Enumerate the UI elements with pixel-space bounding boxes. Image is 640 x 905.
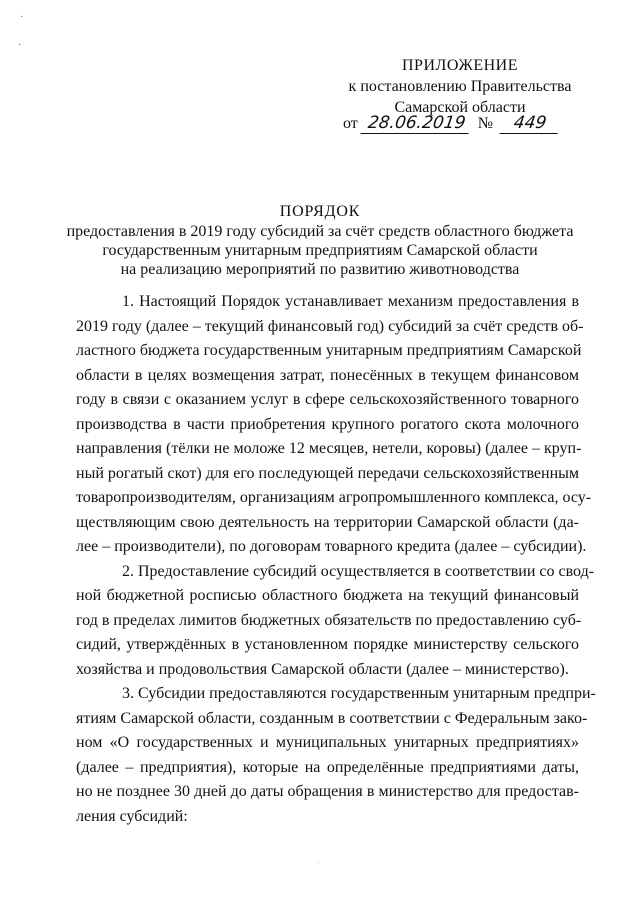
resolution-date-number	[343, 113, 603, 134]
text-line: ной бюджетной росписью областного бюджета на текущий финансовый	[76, 587, 579, 604]
text-line: году в связи с оказанием услуг в сфере сельскохозяйственного товарного	[76, 391, 579, 408]
paragraph-3	[76, 682, 596, 829]
text-line: ществляющим свою деятельность на территории Самарской области (да-	[76, 513, 579, 531]
document-title-block	[60, 202, 580, 279]
text-line: год в пределах лимитов бюджетных обязательств по предоставлению суб-	[76, 611, 582, 629]
document-body	[76, 290, 596, 829]
text-line: но не позднее 30 дней до даты обращения в министерство для предостав-	[76, 783, 579, 800]
handwritten-number: 449	[500, 113, 561, 134]
text-line: ный рогатый скот) для его последующей передачи сельскохозяйственным	[76, 464, 579, 482]
number-sign: №	[477, 115, 494, 132]
text-line: сидий, утверждённых в установленном порядке министерству сельского	[76, 636, 579, 653]
text-line: производства в части приобретения крупного рогатого скота молочного	[76, 415, 579, 433]
text-line: ластного бюджета государственным унитарным предприятиям Самарской	[76, 342, 582, 359]
appendix-heading: ПРИЛОЖЕНИЕ	[401, 57, 518, 74]
scan-speck: ·	[20, 12, 24, 23]
appendix-line-1: к постановлению Правительства	[348, 78, 572, 95]
appendix-line-2: Самарской области	[394, 99, 526, 116]
document-title: ПОРЯДОК	[279, 203, 361, 220]
document-subtitle-line-1: предоставления в 2019 году субсидий за счёт средств областного бюджета	[66, 223, 574, 240]
text-line: товаропроизводителям, организациям агропромышленного комплекса, осу-	[76, 489, 592, 506]
scan-dot	[318, 862, 319, 863]
text-line: направления (тёлки не моложе 12 месяцев, нетели, коровы) (далее – круп-	[76, 440, 582, 457]
text-line: ном «О государственных и муниципальных унитарных предприятиях»	[76, 734, 579, 751]
document-subtitle-line-2: государственным унитарным предприятиям Самарской области	[102, 242, 538, 259]
text-line: 1. Настоящий Порядок устанавливает механизм предоставления в	[122, 293, 579, 310]
paragraph-2	[76, 560, 595, 683]
text-line: ления субсидий:	[76, 807, 188, 825]
text-line: 2019 году (далее – текущий финансовый год) субсидий за счёт средств об-	[76, 317, 584, 335]
text-line: (далее – предприятия), которые на определённые предприятиями даты,	[76, 758, 579, 776]
date-prefix: от	[343, 115, 358, 132]
scan-speck: ·	[18, 40, 22, 51]
appendix-block	[330, 55, 590, 118]
document-subtitle-line-3: на реализацию мероприятий по развитию животноводства	[120, 261, 520, 278]
text-line: 2. Предоставление субсидий осуществляется в соответствии со свод-	[122, 562, 595, 580]
text-line: 3. Субсидии предоставляются государственным унитарным предпри-	[122, 685, 596, 702]
text-line: лее – производители), по договорам товарного кредита (далее – субсидии).	[76, 538, 587, 555]
text-line: области в целях возмещения затрат, понесённых в текущем финансовом	[76, 366, 579, 384]
text-line: хозяйства и продовольствия Самарской области (далее – министерство).	[76, 660, 569, 678]
text-line: ятиям Самарской области, созданным в соответствии с Федеральным зако-	[76, 709, 588, 727]
paragraph-1	[76, 290, 592, 560]
handwritten-date: 28.06.2019	[360, 113, 471, 134]
